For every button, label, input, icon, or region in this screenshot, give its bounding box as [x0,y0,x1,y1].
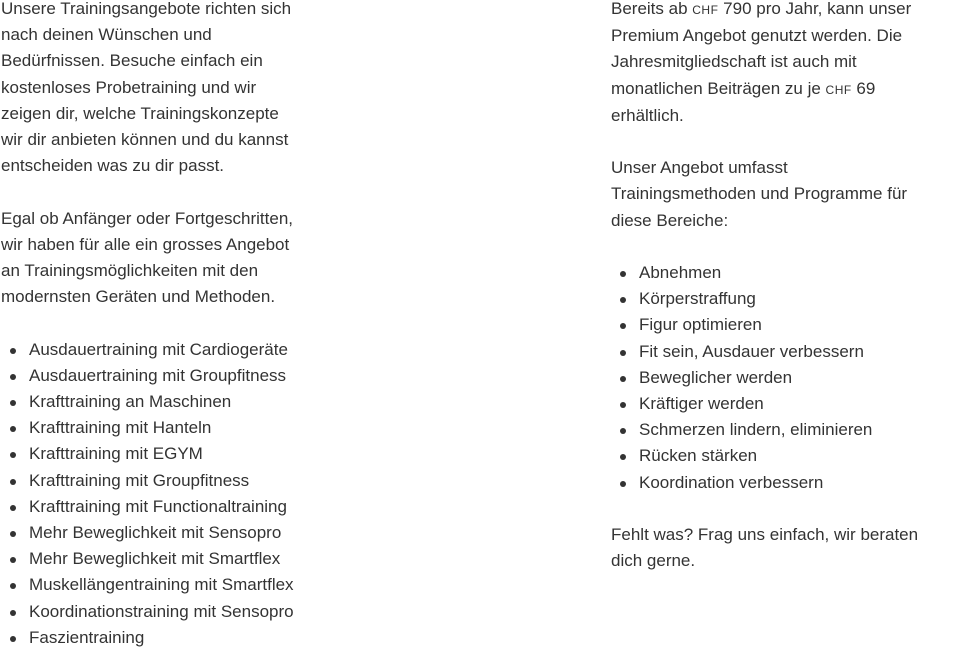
list-item: Krafttraining mit Hanteln [1,415,371,441]
list-item: Mehr Beweglichkeit mit Sensopro [1,520,371,546]
pricing-paragraph [611,0,975,129]
offer-paragraph [611,155,975,234]
left-column [1,0,371,651]
text: Premium Angebot genutzt werden. Die [611,26,903,46]
list-item: Muskellängentraining mit Smartflex [1,572,371,598]
list-item: Koordinationstraining mit Sensopro [1,599,371,625]
text-line: Trainingsmethoden und Programme für [611,184,908,204]
text-line: Unser Angebot umfasst [611,158,788,178]
list-item: Figur optimieren [611,312,975,338]
list-item: Schmerzen lindern, eliminieren [611,417,975,443]
list-item: Krafttraining an Maschinen [1,389,371,415]
text-line: dich gerne. [611,551,696,571]
list-item: Ausdauertraining mit Groupfitness [1,363,371,389]
text: monatlichen Beiträgen zu je [611,78,826,98]
text: erhältlich. [611,105,684,125]
currency: CHF [692,3,719,17]
text-line: Unsere Trainingsangebote richten sich [1,0,292,18]
text-line: nach deinen Wünschen und [1,25,212,45]
text-line: modernsten Geräten und Methoden. [1,287,276,307]
currency: CHF [825,82,852,97]
text-line: an Trainingsmöglichkeiten mit den [1,261,259,281]
text-line: kostenloses Probetraining und wir [1,77,257,97]
list-item: Krafttraining mit Functionaltraining [1,494,371,520]
text-line: wir dir anbieten können und du kannst [1,130,289,150]
list-item: Krafttraining mit EGYM [1,441,371,467]
text-line: Fehlt was? Frag uns einfach, wir beraten [611,525,919,545]
text: 790 pro Jahr, kann unser [718,0,912,18]
list-item: Fit sein, Ausdauer verbessern [611,339,975,365]
list-item: Faszientraining [1,625,371,651]
list-item: Koordination verbessern [611,470,975,496]
list-item: Krafttraining mit Groupfitness [1,468,371,494]
closing-paragraph [611,522,975,574]
list-item: Rücken stärken [611,443,975,469]
text-line: entscheiden was zu dir passt. [1,156,225,176]
list-item: Ausdauertraining mit Cardiogeräte [1,337,371,363]
text-line: Bedürfnissen. Besuche einfach ein [1,51,263,71]
intro-paragraph [1,0,371,179]
text: Bereits ab [611,0,693,18]
text-line: diese Bereiche: [611,210,729,230]
right-column [611,0,975,574]
list-item: Abnehmen [611,260,975,286]
list-item: Beweglicher werden [611,365,975,391]
audience-paragraph [1,206,371,311]
text: Jahresmitgliedschaft ist auch mit [611,52,857,72]
text-line: wir haben für alle ein grosses Angebot [1,234,290,254]
list-item: Kräftiger werden [611,391,975,417]
list-item: Mehr Beweglichkeit mit Smartflex [1,546,371,572]
text-line: Egal ob Anfänger oder Fortgeschritten, [1,208,294,228]
goals-list [611,260,975,496]
list-item: Körperstraffung [611,286,975,312]
text-line: zeigen dir, welche Trainingskonzepte [1,103,279,123]
text: 69 [851,78,876,98]
training-list [1,337,371,651]
